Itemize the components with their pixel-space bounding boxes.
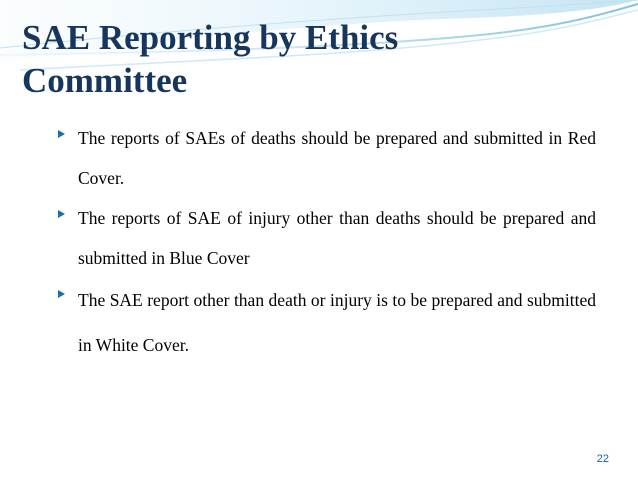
- bullet-item: [58, 118, 596, 198]
- bullet-text: The reports of SAEs of deaths should be prepared and submitted in Red Cover.: [78, 128, 596, 188]
- bullet-item: [58, 278, 596, 368]
- bullet-list: [58, 118, 596, 368]
- hidden-text: cover: [193, 335, 233, 355]
- bullet-arrow-icon: [58, 290, 65, 298]
- bullet-text: [78, 278, 596, 368]
- page-number: 22: [596, 453, 609, 465]
- bullet-text: The reports of SAE of injury other than deaths should be prepared and submitted in Blue Cover: [78, 208, 596, 268]
- bullet-arrow-icon: [58, 130, 65, 138]
- slide-title: SAE Reporting by Ethics Committee: [22, 18, 399, 100]
- bullet-item: [58, 198, 596, 278]
- bullet-arrow-icon: [58, 210, 65, 218]
- bullet-text-main: The SAE report other than death or injury is to be prepared and submitted in White Cover.: [78, 290, 596, 355]
